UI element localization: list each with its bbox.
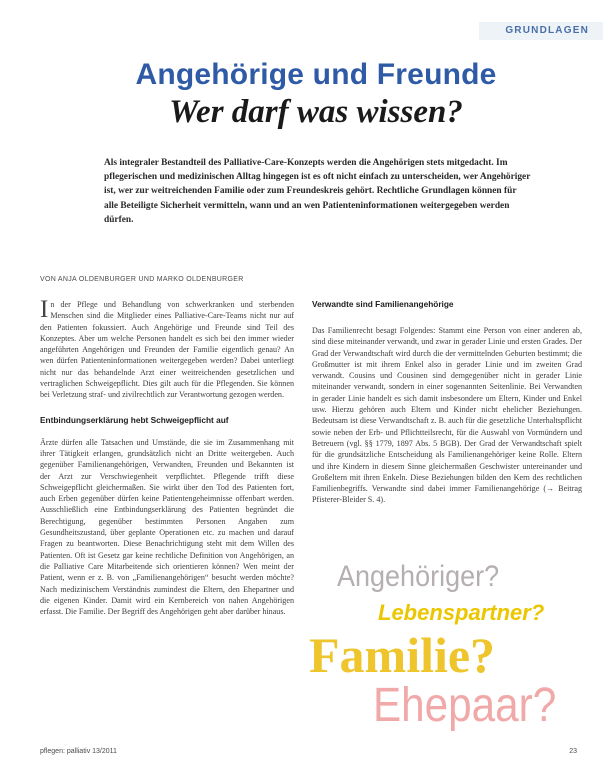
section-tag: GRUNDLAGEN [479,22,603,40]
lead-paragraph: Als integraler Bestandteil des Palliative-Care-Konzepts werden die Angehörigen stets mitgedacht. Im pflegerischen und medizinischen Alltag hingegen ist es oft nicht einfach zu unterscheiden, wer Angehöriger ist, wer zur weitreichenden Familie oder zum Freundeskreis gehört. Rechtliche Grundlagen können für alle Beteiligte Sicherheit vermitteln, wann und an wen Patienteninformationen weitergegeben werden dürfen. [104,158,531,225]
byline: VON ANJA OLDENBURGER UND MARKO OLDENBURGER [40,276,244,283]
article-subtitle: Wer darf was wissen? [169,94,463,130]
article-title: Angehörige und Freunde [135,58,497,91]
heading-schweigepflicht: Entbindungserklärung hebt Schweigepflicht auf [40,414,229,425]
footer-journal: pflegen: palliativ 13/2011 [40,748,117,755]
word-art-graphic [300,560,600,760]
intro-paragraph [40,299,294,401]
page-number: 23 [569,748,577,755]
intro-text: n der Pflege und Behandlung von schwerkranken und sterbenden Menschen sind die Mitglieder eines Palliative-Care-Teams nicht nur auf den Patienten fokussiert. Auch Angehörige und Freunde sind Teil des Konzeptes. Aber um welche Personen handelt es sich bei den immer wieder angeführten Angehörigen und Freunden der Familie eigentlich genau? An wen dürfen Patienteninformationen weitergegeben werden? Dabei unterliegt nicht nur das behandelnde Arzt einer weitreichenden gesetzlichen und vertraglichen Schweigepflicht. Dies gilt auch für die Pflegenden. Sie können bei Verletzung straf- und zivilrechtlich zur Verantwortung gezogen werden. [40,300,294,400]
body-schweigepflicht: Ärzte dürfen alle Tatsachen und Umstände, die sie im Zusammenhang mit ihrer Tätigkeit erlangen, grundsätzlich nicht an Dritte weitergeben. Auch gegenüber Familienangehörigen, Verwandten, Freunden und Bekannten ist der Arzt zur Verschwiegenheit verpflichtet. Pflegende trifft diese Schweigepflicht gleichermaßen. Sie wirkt über den Tod des Patienten fort, auch Erben gegenüber dürfen keine Patientengeheimnisse offenbart werden. Ausschließlich eine Entbindungserklärung des Patienten begründet die Berechtigung, gegenüber bestimmten Personen Angaben zum Gesundheitszustand, über geplante Operationen etc. zu machen und darauf Fragen zu beantworten. Diese Benachrichtigung steht mit dem Willen des Patienten. Oft ist Gesetz gar keine rechtliche Definition von Angehörigen, an die Palliative Care Mitarbeitende sich orientieren können? Wen meint der Patient, wenn er z. B. von „Familienangehörigen“ besucht werden möchte? Nach medizinischem Verständnis zumindest die Eltern, den Ehepartner und die eigenen Kinder. Damit wird ein Kernbereich von nahen Angehörigen erfasst. Die Familie. Der Begriff des Angehörigen geht aber darüber hinaus. [40,437,294,617]
body-verwandte: Das Familienrecht besagt Folgendes: Stammt eine Person von einer anderen ab, sind diese miteinander verwandt, und zwar in gerader Linie und ersten Grades. Der Grad der Verwandtschaft wird durch die der vermittelnden Geburten bestimmt; die Großmutter ist mit ihrem Enkel also in gerader Linie und im zweiten Grad verwandt. Cousins und Cousinen sind demgegenüber nicht in gerader Linie miteinander verwandt, sondern in einer sogenannten Seitenlinie. Bei Verwandten in gerader Linie handelt es sich damit insbesondere um Eltern, Kinder und Enkel usw. Hierzu gehören auch Eltern und Kinder nicht ehelicher Beziehungen. Bedeutsam ist diese Verwandtschaft z. B. auch für die gesetzliche Unterhaltspflicht sowie neben der Erb- und Pflichtteilsrecht, für die Auswahl von Vormündern und Betreuern (vgl. §§ 1779, 1897 Abs. 5 BGB). Der Grad der Verwandtschaft spielt für die grundsätzliche Entscheidung als Familienangehöriger keine Rolle. Eltern und ihre Kindern in diesem Sinne gleichermaßen Geschwister untereinander und Großeltern mit ihren Enkeln. Diese Beziehungen bilden den Kern des rechtlichen Familienbegriffs. Verwandte sind dabei immer Familienangehörige (→ Beitrag Pfisterer-Bleider S. 4). [312,326,582,505]
heading-verwandte: Verwandte sind Familienangehörige [312,299,454,309]
word-ehepaar: Ehepaar? [373,679,557,732]
word-lebenspartner: Lebenspartner? [378,600,545,625]
word-familie: Familie? [309,627,496,683]
word-angehoeriger: Angehöriger? [337,560,500,593]
column-left [40,299,294,746]
drop-cap: I [40,299,49,323]
